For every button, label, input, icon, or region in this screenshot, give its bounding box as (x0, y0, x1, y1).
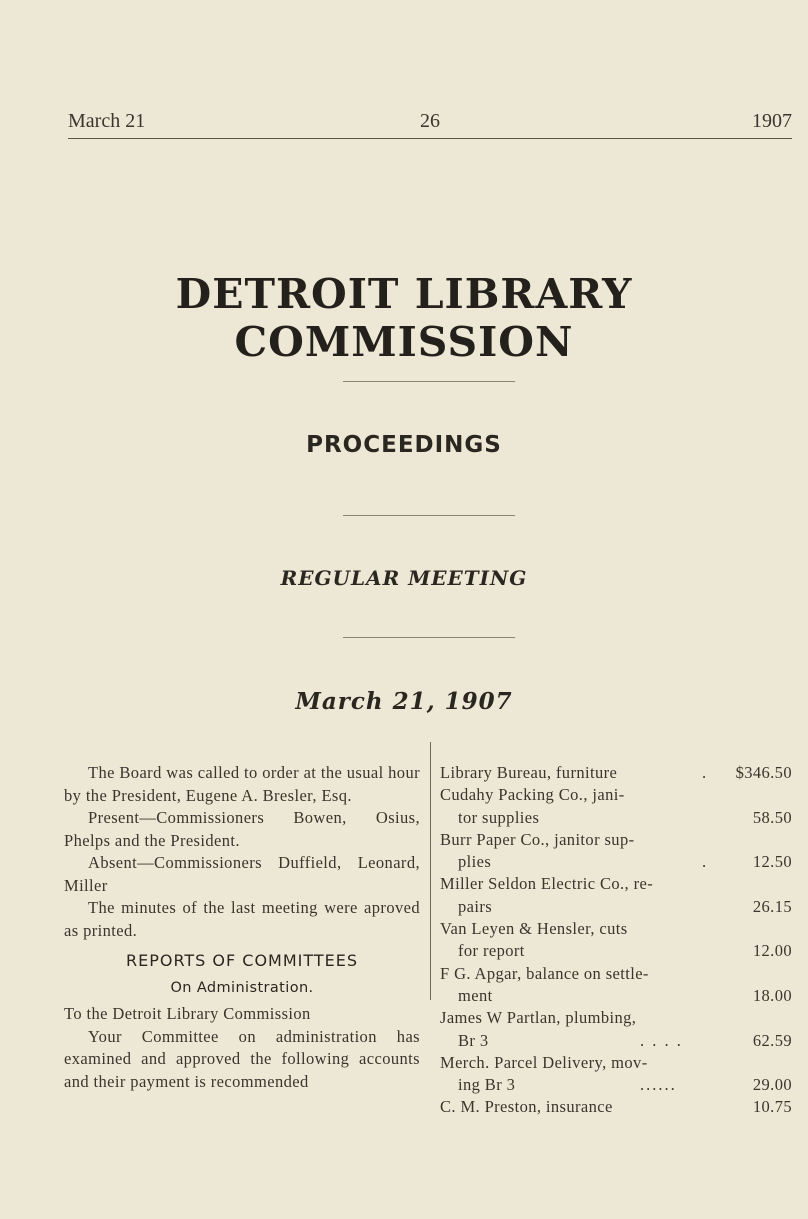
account-entry (440, 1096, 792, 1118)
absent-paragraph: Absent—Commissioners Duffield, Leonard, Miller (64, 853, 420, 895)
leader-dots: . . . . (640, 1030, 683, 1050)
account-payee: Van Leyen & Hensler, cuts (440, 919, 628, 939)
column-rule (430, 742, 431, 1000)
leader-dots: . (702, 852, 709, 872)
account-amount: 18.00 (752, 985, 792, 1005)
account-amount: 12.00 (752, 941, 792, 961)
minutes-paragraph: The minutes of the last meeting were aproved as printed. (64, 898, 420, 940)
account-amount: 29.00 (752, 1075, 792, 1095)
committee-paragraph: Your Committee on administration has examined and approved the following accounts and their payment is recommended (64, 1026, 420, 1091)
account-amount: $346.50 (735, 763, 792, 782)
account-payee-continued: plies (458, 852, 492, 872)
divider-rule (343, 637, 515, 638)
address-line: To the Detroit Library Commission (64, 1004, 311, 1023)
section-heading: REPORTS OF COMMITTEES (125, 951, 359, 970)
divider-rule (343, 515, 515, 516)
account-payee: James W Partlan, plumbing, (440, 1008, 637, 1028)
account-entry (440, 762, 792, 784)
present-paragraph: Present—Commissioners Bowen, Osius, Phelps and the President. (64, 808, 420, 850)
header-rule (68, 138, 792, 139)
account-amount: 62.59 (752, 1030, 792, 1050)
account-entry (440, 784, 792, 829)
account-payee-continued: ment (458, 985, 493, 1005)
subsection-heading: On Administration. (170, 979, 314, 996)
leader-dots: ...... (640, 1075, 677, 1095)
account-payee: F G. Apgar, balance on settle- (440, 963, 649, 983)
proceedings-heading: PROCEEDINGS (306, 432, 502, 458)
account-payee: C. M. Preston, insurance (440, 1097, 613, 1117)
account-payee-continued: pairs (458, 896, 493, 916)
leader-dots: . (702, 763, 709, 783)
running-header (68, 110, 792, 140)
divider-rule (343, 381, 515, 382)
account-payee: Merch. Parcel Delivery, mov- (440, 1052, 648, 1072)
account-payee: Library Bureau, furniture (440, 763, 618, 782)
account-entry (440, 918, 792, 963)
account-entry (440, 829, 792, 874)
account-amount: 26.15 (752, 896, 792, 916)
meeting-date: March 21, 1907 (295, 688, 513, 715)
account-payee: Cudahy Packing Co., jani- (440, 785, 625, 805)
account-amount: 12.50 (752, 852, 792, 872)
header-year: 1907 (752, 110, 792, 132)
page-number: 26 (420, 110, 440, 132)
account-payee-continued: Br 3 (458, 1030, 489, 1050)
header-month: March 21 (68, 110, 146, 132)
call-to-order-paragraph: The Board was called to order at the usual hour by the President, Eugene A. Bresler, Esq. (64, 763, 420, 805)
account-entry (440, 1052, 792, 1097)
account-entry (440, 1007, 792, 1052)
account-payee: Miller Seldon Electric Co., re- (440, 874, 654, 894)
minutes-column (64, 762, 420, 1093)
account-payee-continued: tor supplies (458, 807, 540, 827)
document-title: DETROIT LIBRARY COMMISSION (175, 270, 633, 366)
account-payee-continued: ing Br 3 (458, 1075, 516, 1095)
account-entry (440, 873, 792, 918)
account-amount: 10.75 (752, 1097, 792, 1117)
account-payee-continued: for report (458, 941, 525, 961)
account-payee: Burr Paper Co., janitor sup- (440, 829, 635, 849)
account-amount: 58.50 (752, 807, 792, 827)
accounts-column (440, 762, 792, 1119)
account-entry (440, 963, 792, 1008)
meeting-type-heading: REGULAR MEETING (280, 566, 528, 590)
